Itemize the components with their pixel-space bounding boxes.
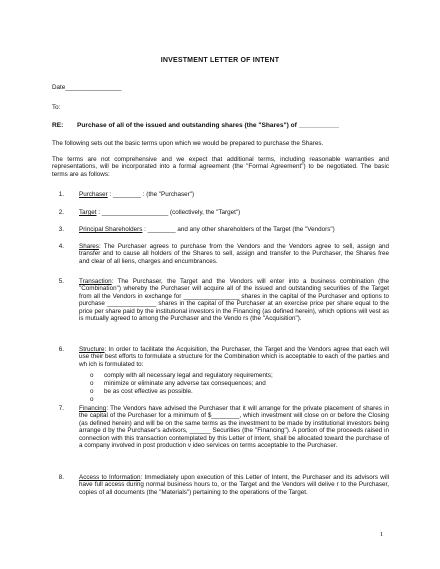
item-text: : ________ : (the "Purchaser") (107, 191, 195, 198)
list-item (79, 278, 389, 322)
item-heading: Access to Information (79, 474, 141, 481)
item-number: 4. (58, 243, 64, 250)
item-number: 5. (58, 278, 64, 285)
item-text: : Immediately upon execution of this Letter of Intent, the Purchaser and its advisors will have full access during normal business hours to, or the Target and the Vendors will delive r to the Purchaser, copies of all documents (the "Materials") pertaining to the operations of the Target. (79, 474, 389, 496)
bullet-item: comply with all necessary legal and regulatory requirements; (104, 372, 273, 379)
list-item (79, 405, 389, 449)
item-number: 8. (58, 474, 64, 481)
list-item (79, 474, 389, 496)
document-title: INVESTMENT LETTER OF INTENT (160, 57, 280, 64)
item-number: 3. (58, 226, 64, 233)
item-number: 1. (58, 191, 64, 198)
item-text: : ___________________ (collectively, the "Target") (96, 209, 241, 216)
item-text: : In order to facilitate the Acquisition, the Purchaser, the Target and the Vendors agree that each will use their best efforts to formulate a structure for the Combination which is acceptable to each of the parties and wh ich is formulated to: (79, 346, 389, 368)
bullet-item: minimize or eliminate any adverse tax consequences; and (104, 380, 266, 387)
bullet-marker: o (90, 396, 94, 403)
item-heading: Financing (79, 405, 107, 412)
item-text: : The Purchaser, the Target and the Vendors will enter into a business combination (the "Combination") whereby the Purchaser will acquire all of the issued and outstanding securities of the Target from all the Vendors in exchange for ________________ shares in the capital of the Purchaser and options to purchase ______________ shares in the capital of the Purchaser at an exercise price per share equal to the price per share paid by the institutional investors in the Financing (as defined herein), which options will vest as is mutually agreed to among the Purchaser and the Vendo rs (the "Acquisition"). (79, 278, 389, 323)
list-item (79, 226, 389, 233)
list-item (79, 191, 389, 198)
bullet-marker: o (90, 380, 94, 387)
item-heading: Purchaser (79, 191, 108, 198)
list-item (79, 346, 389, 368)
to-line: To: (52, 104, 61, 111)
re-label: RE: (52, 122, 64, 129)
terms-paragraph: The terms are not comprehensive and we expect that additional terms, including reasonable warranties and representations, will be incorporated into a formal agreement (the "Formal Agreement") to be negotiated. The basic terms are as follows: (52, 156, 389, 178)
list-item (79, 209, 389, 216)
re-subject: Purchase of all of the issued and outstanding shares (the "Shares") of ___________ (77, 122, 340, 129)
bullet-item: be as cost effective as possible. (104, 388, 193, 395)
item-heading: Principal Shareholders (79, 226, 143, 233)
item-text: : The Purchaser agrees to purchase from the Vendors and the Vendors agree to sell, assign and transfer and to cause all holders of the Shares to sell, assign and transfer to the Purchaser, the Shares free and clear of all liens, charges and encumbrances. (79, 243, 389, 265)
bullet-marker: o (90, 388, 94, 395)
intro-paragraph: The following sets out the basic terms upon which we would be prepared to purchase the Shares. (52, 140, 324, 147)
item-heading: Target (79, 209, 97, 216)
item-number: 2. (58, 209, 64, 216)
item-heading: Shares (79, 243, 99, 250)
item-heading: Transaction (79, 278, 112, 285)
item-heading: Structure (79, 346, 105, 353)
item-number: 6. (58, 346, 64, 353)
item-text: : ________ and any other shareholders of the Target (the "Vendors") (142, 226, 335, 233)
date-line: Date________________ (52, 84, 122, 91)
page-number: 1 (380, 531, 384, 538)
item-text: : The Vendors have advised the Purchaser that it will arrange for the private placement of shares in the capital of the Purchaser for a minimum of $________, which investment will close on or before the Closing (as defined herein) and will be on the same terms as the investment to be made by institutional investors being arrange d by the Purchaser's advisors, ______ Securities (the "Financing"). A portion of the proceeds raised in connection with this transaction contemplated by this Letter of Intent, shall be allocated toward the purchase of a company involved in post production v ideo services on terms acceptable to the Purchaser. (79, 405, 389, 450)
bullet-marker: o (90, 372, 94, 379)
list-item (79, 243, 389, 265)
item-number: 7. (58, 405, 64, 412)
